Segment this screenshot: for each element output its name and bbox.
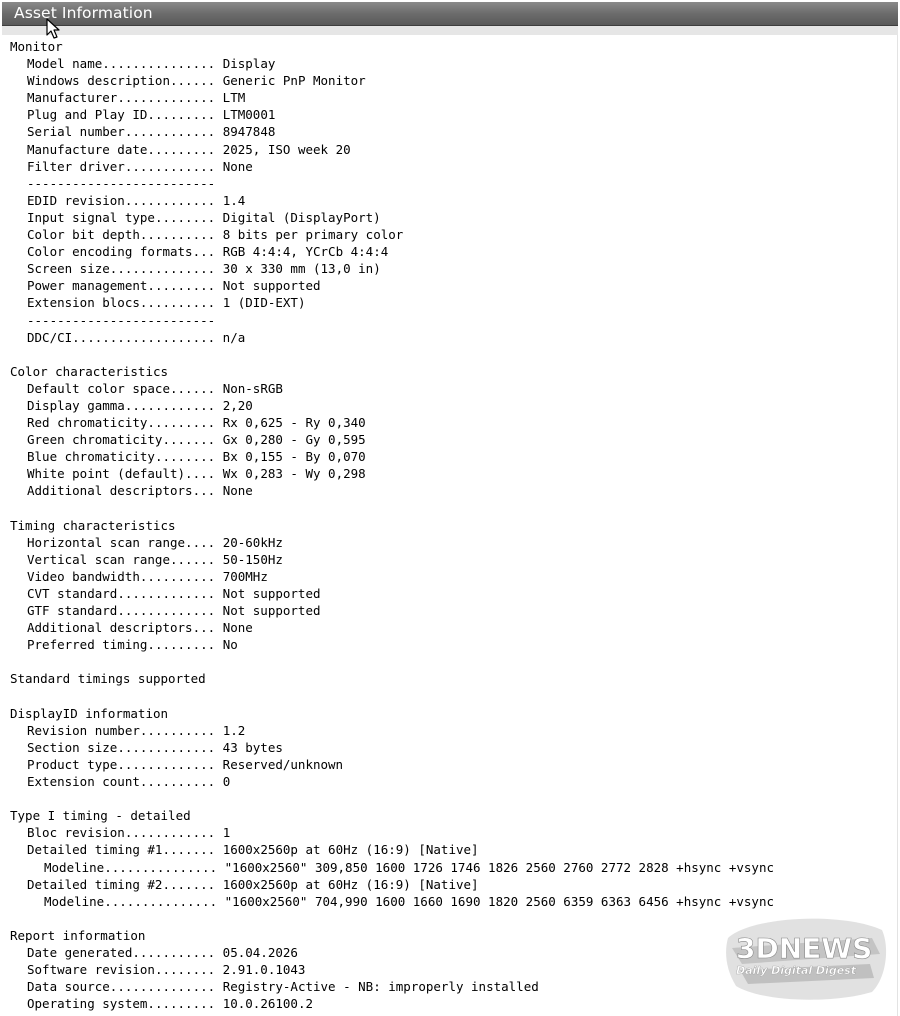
- field-label: CVT standard: [27, 586, 118, 601]
- field-value: 1: [222, 825, 231, 841]
- dot-leader: ..........: [139, 774, 223, 790]
- report-text[interactable]: [10, 38, 892, 1012]
- field-value: LTM: [222, 90, 246, 106]
- dot-leader: .........: [147, 996, 223, 1012]
- dot-leader: ........: [154, 209, 223, 225]
- report-row: [10, 773, 892, 790]
- field-value: 700MHz: [222, 568, 268, 584]
- dot-leader: ......: [170, 380, 223, 396]
- dot-leader: ...............: [104, 893, 225, 909]
- dot-leader: ..........: [139, 227, 223, 243]
- field-value: 8 bits per primary color: [222, 227, 404, 243]
- field-value: 30 x 330 mm (13,0 in): [222, 261, 381, 277]
- field-label: Detailed timing #2: [27, 876, 163, 892]
- logo-tagline: Daily Digital Digest: [736, 964, 856, 977]
- report-row: [10, 739, 892, 756]
- field-label: Preferred timing: [27, 637, 148, 653]
- separator-line: -------------------------: [27, 312, 216, 328]
- dot-leader: ......: [170, 73, 223, 89]
- field-label: Power management: [27, 278, 148, 294]
- field-label: Software revision: [27, 962, 155, 978]
- field-value: Not supported: [222, 603, 321, 619]
- field-value: 20-60kHz: [222, 534, 283, 550]
- dot-leader: ...: [192, 620, 223, 636]
- field-value: Not supported: [222, 586, 321, 601]
- section-heading: Type I timing - detailed: [10, 808, 191, 824]
- dot-leader: ..........: [139, 568, 223, 584]
- report-row: [10, 568, 892, 585]
- section-heading: Standard timings supported: [10, 671, 206, 687]
- dot-leader: .......: [162, 876, 223, 892]
- dot-leader: ....: [185, 466, 223, 482]
- field-value: 1600x2560p at 60Hz (16:9) [Native]: [222, 842, 479, 858]
- report-row: [10, 106, 892, 123]
- dot-leader: ...: [192, 483, 223, 499]
- report-row: [10, 89, 892, 106]
- field-value: Generic PnP Monitor: [222, 73, 366, 89]
- field-label: EDID revision: [27, 192, 125, 208]
- field-label: Screen size: [27, 261, 110, 277]
- field-label: Horizontal scan range: [27, 534, 186, 550]
- dot-leader: ....: [185, 534, 223, 550]
- field-label: Windows description: [27, 73, 170, 89]
- frame-border: [897, 35, 898, 1016]
- blank-line: [10, 688, 892, 705]
- dot-leader: .........: [147, 278, 223, 294]
- field-value: Display: [222, 56, 276, 72]
- dot-leader: ............: [124, 825, 223, 841]
- report-row: [10, 859, 892, 876]
- field-value: Gx 0,280 - Gy 0,595: [222, 432, 366, 448]
- field-label: Green chromaticity: [27, 432, 163, 448]
- field-label: Data source: [27, 979, 110, 995]
- field-value: Digital (DisplayPort): [222, 209, 381, 225]
- dot-leader: .............: [117, 586, 223, 601]
- field-label: Video bandwidth: [27, 568, 140, 584]
- field-value: Reserved/unknown: [222, 756, 344, 772]
- mouse-pointer-icon: [46, 18, 64, 40]
- dot-leader: ...............: [104, 859, 225, 875]
- field-value: Wx 0,283 - Wy 0,298: [222, 466, 366, 482]
- report-row: [10, 55, 892, 72]
- report-row: [10, 602, 892, 619]
- field-label: Detailed timing #1: [27, 842, 163, 858]
- section-heading: Report information: [10, 927, 146, 943]
- dot-leader: ........: [154, 449, 223, 465]
- report-row: [10, 841, 892, 858]
- report-row: [10, 123, 892, 140]
- report-row: [10, 192, 892, 209]
- field-value: n/a: [222, 329, 246, 345]
- field-value: 1.2: [222, 722, 246, 738]
- section-heading: Color characteristics: [10, 363, 169, 379]
- field-label: Default color space: [27, 380, 170, 396]
- report-row: [10, 329, 892, 346]
- field-value: 1 (DID-EXT): [222, 295, 306, 311]
- field-value: None: [222, 158, 253, 174]
- report-row: [10, 141, 892, 158]
- title-bar: [2, 2, 898, 26]
- section-heading: Timing characteristics: [10, 517, 176, 533]
- dot-leader: .........: [147, 415, 223, 431]
- report-row: [10, 448, 892, 465]
- field-value: 2025, ISO week 20: [222, 141, 351, 157]
- field-value: Rx 0,625 - Ry 0,340: [222, 415, 366, 431]
- field-label: GTF standard: [27, 603, 118, 619]
- dot-leader: .......: [162, 432, 223, 448]
- dot-leader: ...........: [132, 944, 223, 960]
- field-value: "1600x2560" 309,850 1600 1726 1746 1826 2560 2760 2772 2828 +hsync +vsync: [224, 859, 775, 875]
- report-row: [10, 260, 892, 277]
- field-label: Operating system: [27, 996, 148, 1012]
- dot-leader: .............: [117, 756, 223, 772]
- dot-leader: ......: [170, 551, 223, 567]
- field-label: Color encoding formats: [27, 244, 193, 260]
- field-value: 2.91.0.1043: [222, 962, 306, 978]
- field-label: Additional descriptors: [27, 483, 193, 499]
- report-row: [10, 380, 892, 397]
- field-value: 1600x2560p at 60Hz (16:9) [Native]: [222, 876, 479, 892]
- dot-leader: .............: [117, 603, 223, 619]
- dot-leader: ..........: [139, 295, 223, 311]
- dot-leader: ............: [124, 124, 223, 140]
- report-row: [10, 636, 892, 653]
- window-title: Asset Information: [14, 4, 153, 22]
- dot-leader: .......: [162, 842, 223, 858]
- report-row: [10, 465, 892, 482]
- report-row: [10, 431, 892, 448]
- field-label: Product type: [27, 756, 118, 772]
- 3dnews-logo: [722, 908, 892, 1004]
- field-value: RGB 4:4:4, YCrCb 4:4:4: [222, 244, 389, 260]
- field-label: Model name: [27, 56, 103, 72]
- dot-leader: ..............: [109, 261, 223, 277]
- field-value: No: [222, 637, 238, 653]
- field-label: Section size: [27, 739, 118, 755]
- report-row: [10, 209, 892, 226]
- field-value: 8947848: [222, 124, 276, 140]
- blank-line: [10, 500, 892, 517]
- blank-line: [10, 790, 892, 807]
- field-label: White point (default): [27, 466, 186, 482]
- field-label: Blue chromaticity: [27, 449, 155, 465]
- field-value: 10.0.26100.2: [222, 996, 313, 1012]
- report-row: [10, 277, 892, 294]
- field-label: Red chromaticity: [27, 415, 148, 431]
- dot-leader: ..........: [139, 722, 223, 738]
- dot-leader: ...................: [72, 329, 223, 345]
- report-row: [10, 397, 892, 414]
- field-label: Extension count: [27, 774, 140, 790]
- report-row: [10, 824, 892, 841]
- field-value: 43 bytes: [222, 739, 283, 755]
- dot-leader: ...............: [102, 56, 223, 72]
- dot-leader: ............: [124, 192, 223, 208]
- logo-brand: 3DNEWS: [736, 932, 873, 965]
- report-row: [10, 482, 892, 499]
- blank-line: [10, 346, 892, 363]
- dot-leader: .........: [147, 637, 223, 653]
- field-value: LTM0001: [222, 107, 276, 123]
- dot-leader: .........: [147, 141, 223, 157]
- dot-leader: .............: [117, 739, 223, 755]
- dot-leader: ............: [124, 158, 223, 174]
- report-row: [10, 158, 892, 175]
- report-row: [10, 414, 892, 431]
- header-divider: [2, 26, 898, 35]
- blank-line: [10, 653, 892, 670]
- report-row: [10, 619, 892, 636]
- separator-line: -------------------------: [27, 175, 216, 191]
- field-value: Not supported: [222, 278, 321, 294]
- field-value: 50-150Hz: [222, 551, 283, 567]
- report-row: [10, 243, 892, 260]
- field-label: Manufacturer: [27, 90, 118, 106]
- field-label: Serial number: [27, 124, 125, 140]
- field-label: Extension blocs: [27, 295, 140, 311]
- field-label: Vertical scan range: [27, 551, 170, 567]
- field-label: Color bit depth: [27, 227, 140, 243]
- field-label: Additional descriptors: [27, 620, 193, 636]
- section-heading: Monitor: [10, 39, 63, 54]
- report-row: [10, 876, 892, 893]
- report-row: [10, 551, 892, 568]
- field-label: Input signal type: [27, 209, 155, 225]
- dot-leader: .........: [147, 107, 223, 123]
- field-value: Bx 0,155 - By 0,070: [222, 449, 366, 465]
- field-label: Plug and Play ID: [27, 107, 148, 123]
- report-row: [10, 534, 892, 551]
- field-label: DDC/CI: [27, 329, 73, 345]
- report-row: [10, 294, 892, 311]
- field-value: 0: [222, 774, 231, 790]
- dot-leader: .............: [117, 90, 223, 106]
- field-label: Bloc revision: [27, 825, 125, 841]
- field-value: None: [222, 483, 253, 499]
- field-value: None: [222, 620, 253, 636]
- field-value: 05.04.2026: [222, 944, 298, 960]
- field-value: Non-sRGB: [222, 380, 283, 396]
- field-value: "1600x2560" 704,990 1600 1660 1690 1820 2560 6359 6363 6456 +hsync +vsync: [224, 893, 775, 909]
- dot-leader: ........: [154, 962, 223, 978]
- report-row: [10, 72, 892, 89]
- field-label: Manufacture date: [27, 141, 148, 157]
- field-label: Modeline: [44, 859, 105, 875]
- report-row: [10, 722, 892, 739]
- dot-leader: ..............: [109, 979, 223, 995]
- section-heading: DisplayID information: [10, 705, 169, 721]
- report-row: [10, 585, 892, 602]
- report-row: [10, 756, 892, 773]
- dot-leader: ...: [192, 244, 223, 260]
- report-row: [10, 226, 892, 243]
- field-label: Display gamma: [27, 397, 125, 413]
- field-label: Modeline: [44, 893, 105, 909]
- field-value: 2,20: [222, 397, 253, 413]
- field-label: Revision number: [27, 722, 140, 738]
- field-value: 1.4: [222, 192, 246, 208]
- dot-leader: ............: [124, 397, 223, 413]
- field-value: Registry-Active - NB: improperly installed: [222, 979, 539, 995]
- field-label: Date generated: [27, 944, 133, 960]
- field-label: Filter driver: [27, 158, 125, 174]
